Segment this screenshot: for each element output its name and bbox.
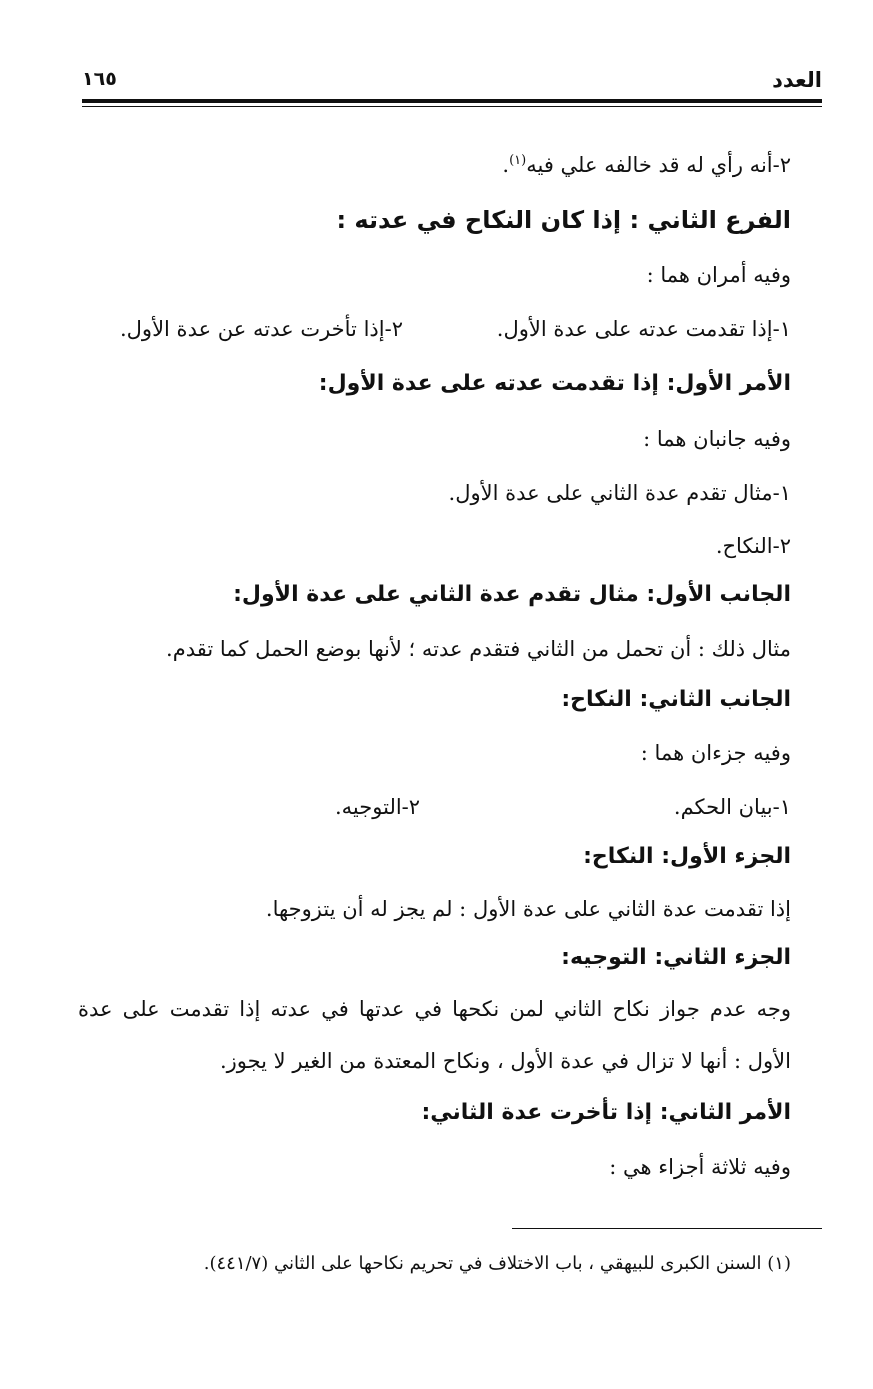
text-line-1-body: ٢-أنه رأي له قد خالفه علي فيه: [526, 153, 791, 177]
heading-branch-two: الفرع الثاني : إذا كان النكاح في عدته :: [336, 206, 791, 234]
text-line-20: وفيه ثلاثة أجزاء هي :: [609, 1155, 791, 1179]
chapter-title: العدد: [772, 68, 822, 92]
text-line-7: ١-مثال تقدم عدة الثاني على عدة الأول.: [448, 481, 791, 505]
header-rule-thin: [82, 106, 822, 107]
list-item-1: ١-إذا تقدمت عدته على عدة الأول.: [496, 317, 791, 341]
text-line-6: وفيه جانبان هما :: [643, 427, 791, 451]
text-line-12: وفيه جزءان هما :: [640, 741, 791, 765]
text-line-1-end: .: [502, 153, 510, 177]
text-line-10: مثال ذلك : أن تحمل من الثاني فتقدم عدته ؛ لأنها بوضع الحمل كما تقدم.: [166, 637, 791, 661]
footnote: (١) السنن الكبرى للبيهقي ، باب الاختلاف في تحريم نكاحها على الثاني (٤٤١/٧).: [203, 1253, 791, 1274]
part-item-2: ٢-التوجيه.: [335, 795, 421, 819]
text-line-18: الأول : أنها لا تزال في عدة الأول ، ونكاح المعتدة من الغير لا يجوز.: [219, 1049, 791, 1073]
header-rule-thick: [82, 99, 822, 103]
footnote-separator: [512, 1228, 822, 1229]
page-number: ١٦٥: [82, 68, 117, 90]
text-line-15: إذا تقدمت عدة الثاني على عدة الأول : لم يجز له أن يتزوجها.: [265, 897, 791, 921]
list-item-2: ٢-إذا تأخرت عدته عن عدة الأول.: [120, 317, 403, 341]
heading-second-matter: الأمر الثاني: إذا تأخرت عدة الثاني:: [421, 1100, 791, 1125]
heading-first-side: الجانب الأول: مثال تقدم عدة الثاني على عدة الأول:: [233, 582, 791, 607]
heading-second-side: الجانب الثاني: النكاح:: [561, 687, 791, 712]
text-line-8: ٢-النكاح.: [715, 534, 791, 558]
footnote-marker[interactable]: (١): [509, 153, 527, 168]
text-line-17: وجه عدم جواز نكاح الثاني لمن نكحها في عدتها في عدته إذا تقدمت على عدة: [78, 997, 791, 1021]
heading-second-part: الجزء الثاني: التوجيه:: [561, 945, 791, 970]
part-item-1: ١-بيان الحكم.: [673, 795, 791, 819]
text-line-3: وفيه أمران هما :: [646, 263, 791, 287]
heading-first-matter: الأمر الأول: إذا تقدمت عدته على عدة الأول:: [318, 371, 791, 396]
heading-first-part: الجزء الأول: النكاح:: [583, 844, 791, 869]
text-line-1: [502, 146, 791, 180]
